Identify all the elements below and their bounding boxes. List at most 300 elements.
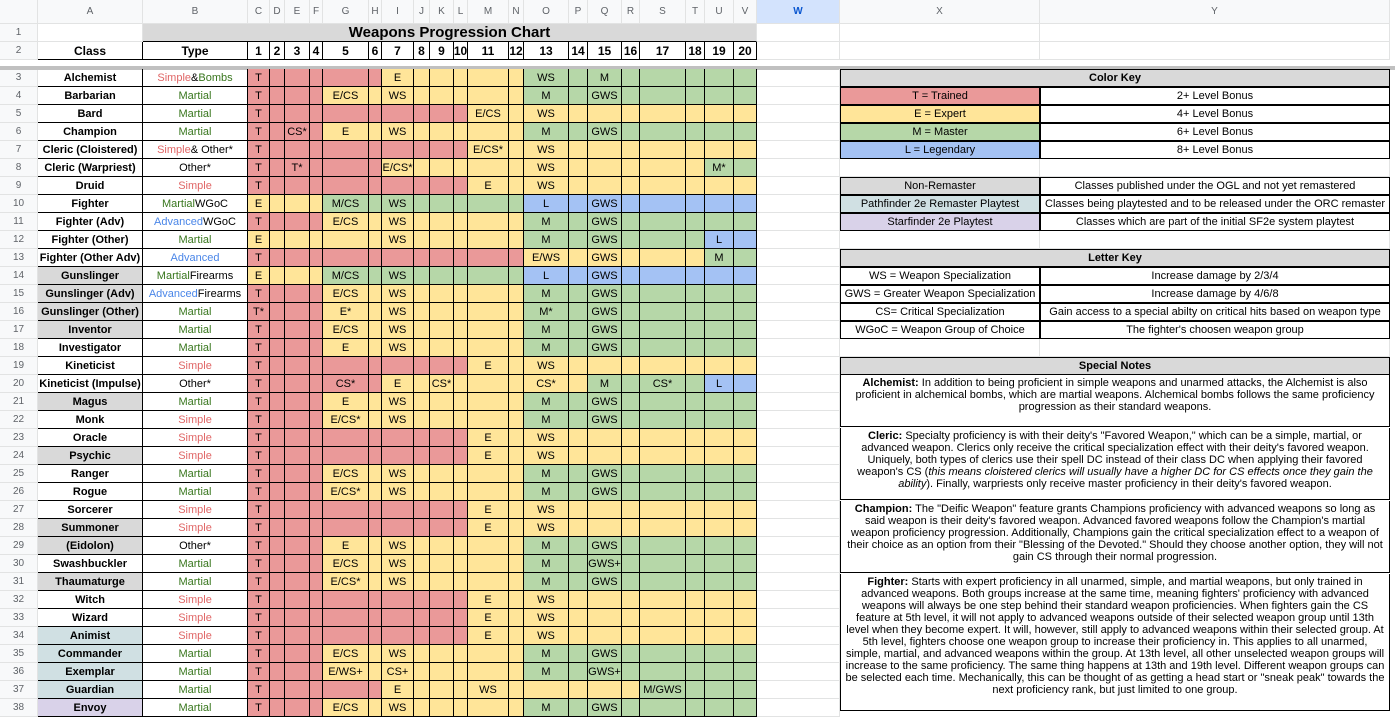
level-cell[interactable] — [310, 303, 323, 321]
level-cell[interactable] — [270, 357, 285, 375]
level-cell[interactable] — [569, 609, 588, 627]
level-cell[interactable] — [734, 393, 757, 411]
level-cell[interactable]: T — [248, 429, 270, 447]
level-cell[interactable] — [569, 249, 588, 267]
cell-w18[interactable] — [757, 339, 840, 357]
level-cell[interactable]: M/GWS — [640, 681, 686, 699]
level-cell[interactable] — [270, 87, 285, 105]
level-cell[interactable] — [622, 645, 640, 663]
cell-w29[interactable] — [757, 537, 840, 555]
level-header-11[interactable]: 11 — [468, 42, 509, 60]
level-cell[interactable] — [569, 429, 588, 447]
level-cell[interactable]: E — [468, 591, 509, 609]
level-cell[interactable] — [414, 249, 430, 267]
level-cell[interactable] — [622, 411, 640, 429]
level-cell[interactable] — [569, 447, 588, 465]
level-cell[interactable]: WS — [382, 645, 414, 663]
level-cell[interactable] — [454, 483, 468, 501]
level-cell[interactable] — [369, 375, 382, 393]
level-cell[interactable] — [569, 213, 588, 231]
level-cell[interactable] — [622, 699, 640, 717]
column-header-h[interactable]: H — [369, 0, 382, 24]
level-cell[interactable] — [310, 663, 323, 681]
level-cell[interactable] — [686, 375, 705, 393]
level-cell[interactable]: E/CS — [323, 465, 369, 483]
cell-w2[interactable] — [757, 42, 840, 60]
level-cell[interactable] — [310, 555, 323, 573]
level-cell[interactable] — [285, 87, 310, 105]
level-cell[interactable] — [734, 501, 757, 519]
level-cell[interactable] — [310, 591, 323, 609]
level-cell[interactable]: E/CS — [323, 699, 369, 717]
cell-w30[interactable] — [757, 555, 840, 573]
level-cell[interactable] — [369, 609, 382, 627]
level-cell[interactable] — [622, 573, 640, 591]
level-cell[interactable] — [454, 501, 468, 519]
type-cell-witch[interactable] — [143, 591, 248, 609]
level-cell[interactable] — [285, 483, 310, 501]
column-header-s[interactable]: S — [640, 0, 686, 24]
level-cell[interactable] — [369, 681, 382, 699]
level-cell[interactable] — [640, 609, 686, 627]
level-header-5[interactable]: 5 — [323, 42, 369, 60]
level-cell[interactable] — [430, 429, 454, 447]
level-header-20[interactable]: 20 — [734, 42, 757, 60]
level-cell[interactable] — [569, 465, 588, 483]
level-cell[interactable]: GWS — [588, 411, 622, 429]
level-cell[interactable]: T — [248, 627, 270, 645]
column-header-t[interactable]: T — [686, 0, 705, 24]
level-cell[interactable]: WS — [524, 429, 569, 447]
color-key-title[interactable]: Color Key — [840, 69, 1390, 87]
level-cell[interactable]: GWS — [588, 123, 622, 141]
level-cell[interactable] — [285, 555, 310, 573]
level-cell[interactable]: GWS — [588, 87, 622, 105]
level-cell[interactable] — [454, 123, 468, 141]
champion-note[interactable] — [840, 501, 1390, 573]
level-cell[interactable] — [430, 357, 454, 375]
level-cell[interactable]: E — [248, 231, 270, 249]
level-cell[interactable] — [640, 141, 686, 159]
level-cell[interactable]: GWS — [588, 321, 622, 339]
level-cell[interactable] — [454, 213, 468, 231]
level-cell[interactable] — [454, 231, 468, 249]
level-cell[interactable] — [640, 231, 686, 249]
level-cell[interactable] — [509, 303, 524, 321]
level-cell[interactable] — [686, 231, 705, 249]
level-cell[interactable] — [270, 609, 285, 627]
class-group-label[interactable]: Starfinder 2e Playtest — [840, 213, 1040, 231]
level-cell[interactable] — [270, 591, 285, 609]
level-cell[interactable] — [369, 591, 382, 609]
level-cell[interactable] — [414, 447, 430, 465]
level-cell[interactable] — [509, 573, 524, 591]
level-cell[interactable] — [310, 195, 323, 213]
type-cell-barbarian[interactable] — [143, 87, 248, 105]
level-cell[interactable] — [270, 573, 285, 591]
level-cell[interactable] — [270, 231, 285, 249]
level-cell[interactable] — [369, 303, 382, 321]
level-cell[interactable]: E/CS* — [382, 159, 414, 177]
level-cell[interactable] — [414, 213, 430, 231]
level-cell[interactable] — [686, 573, 705, 591]
level-cell[interactable] — [323, 141, 369, 159]
level-cell[interactable] — [270, 375, 285, 393]
level-cell[interactable] — [323, 519, 369, 537]
level-cell[interactable] — [323, 591, 369, 609]
cell-w1[interactable] — [757, 24, 840, 42]
cell-w23[interactable] — [757, 429, 840, 447]
level-header-18[interactable]: 18 — [686, 42, 705, 60]
level-cell[interactable] — [310, 141, 323, 159]
level-cell[interactable] — [734, 231, 757, 249]
level-cell[interactable] — [734, 447, 757, 465]
cell-x12[interactable] — [840, 231, 1040, 249]
level-cell[interactable]: WS — [382, 393, 414, 411]
row-header-33[interactable]: 33 — [0, 609, 38, 627]
level-cell[interactable] — [369, 645, 382, 663]
level-cell[interactable] — [270, 213, 285, 231]
level-cell[interactable] — [509, 501, 524, 519]
level-cell[interactable] — [622, 375, 640, 393]
level-cell[interactable] — [734, 159, 757, 177]
level-cell[interactable] — [285, 411, 310, 429]
level-cell[interactable] — [686, 627, 705, 645]
level-cell[interactable] — [622, 429, 640, 447]
level-cell[interactable] — [285, 267, 310, 285]
cell-w16[interactable] — [757, 303, 840, 321]
level-cell[interactable] — [686, 177, 705, 195]
class-cell-barbarian[interactable]: Barbarian — [38, 87, 143, 105]
class-cell-gunslinger-other[interactable]: Gunslinger (Other) — [38, 303, 143, 321]
level-cell[interactable]: WS — [382, 267, 414, 285]
level-cell[interactable] — [430, 699, 454, 717]
level-cell[interactable] — [640, 87, 686, 105]
level-cell[interactable] — [686, 609, 705, 627]
type-cell-commander[interactable] — [143, 645, 248, 663]
level-cell[interactable] — [414, 645, 430, 663]
level-cell[interactable] — [622, 267, 640, 285]
level-cell[interactable] — [270, 267, 285, 285]
level-cell[interactable]: E/CS — [323, 555, 369, 573]
level-header-9[interactable]: 9 — [430, 42, 454, 60]
level-cell[interactable] — [622, 213, 640, 231]
level-cell[interactable] — [430, 465, 454, 483]
level-cell[interactable]: E/CS — [323, 285, 369, 303]
level-cell[interactable] — [285, 321, 310, 339]
level-cell[interactable] — [705, 213, 734, 231]
level-cell[interactable] — [285, 609, 310, 627]
level-cell[interactable]: M — [524, 393, 569, 411]
level-cell[interactable] — [468, 537, 509, 555]
column-header-n[interactable]: N — [509, 0, 524, 24]
level-cell[interactable]: L — [524, 267, 569, 285]
level-cell[interactable]: T — [248, 483, 270, 501]
class-cell-eidolon[interactable]: (Eidolon) — [38, 537, 143, 555]
level-cell[interactable]: WS — [382, 321, 414, 339]
level-cell[interactable] — [414, 537, 430, 555]
level-cell[interactable] — [270, 483, 285, 501]
level-cell[interactable] — [270, 555, 285, 573]
column-header-l[interactable]: L — [454, 0, 468, 24]
class-cell-investigator[interactable]: Investigator — [38, 339, 143, 357]
level-cell[interactable] — [310, 321, 323, 339]
level-cell[interactable]: GWS — [588, 249, 622, 267]
level-cell[interactable] — [705, 357, 734, 375]
level-cell[interactable] — [622, 591, 640, 609]
level-cell[interactable] — [454, 591, 468, 609]
level-cell[interactable] — [569, 699, 588, 717]
level-cell[interactable]: M/CS — [323, 195, 369, 213]
level-cell[interactable] — [369, 213, 382, 231]
level-cell[interactable] — [622, 195, 640, 213]
level-cell[interactable] — [705, 627, 734, 645]
level-cell[interactable]: E/CS — [323, 213, 369, 231]
level-cell[interactable] — [622, 501, 640, 519]
level-cell[interactable]: T — [248, 393, 270, 411]
level-cell[interactable] — [640, 411, 686, 429]
level-cell[interactable] — [414, 519, 430, 537]
level-cell[interactable] — [569, 177, 588, 195]
level-cell[interactable]: M — [524, 285, 569, 303]
level-cell[interactable] — [569, 357, 588, 375]
level-cell[interactable] — [310, 609, 323, 627]
level-cell[interactable]: T — [248, 213, 270, 231]
level-cell[interactable] — [686, 447, 705, 465]
level-cell[interactable]: WS — [382, 213, 414, 231]
level-cell[interactable] — [569, 591, 588, 609]
level-cell[interactable] — [686, 501, 705, 519]
level-cell[interactable] — [686, 69, 705, 87]
class-group-label[interactable]: Non-Remaster — [840, 177, 1040, 195]
cell-w14[interactable] — [757, 267, 840, 285]
level-cell[interactable] — [285, 375, 310, 393]
level-cell[interactable]: WS — [382, 555, 414, 573]
level-cell[interactable] — [285, 303, 310, 321]
type-cell-cleric-cloistered[interactable] — [143, 141, 248, 159]
color-key-desc[interactable]: 8+ Level Bonus — [1040, 141, 1390, 159]
level-cell[interactable] — [640, 663, 686, 681]
letter-key-label[interactable]: WGoC = Weapon Group of Choice — [840, 321, 1040, 339]
row-header-18[interactable]: 18 — [0, 339, 38, 357]
row-header-15[interactable]: 15 — [0, 285, 38, 303]
level-cell[interactable]: WS — [524, 609, 569, 627]
row-header-35[interactable]: 35 — [0, 645, 38, 663]
level-cell[interactable] — [310, 699, 323, 717]
level-cell[interactable] — [414, 321, 430, 339]
level-cell[interactable] — [640, 483, 686, 501]
column-header-y[interactable]: Y — [1040, 0, 1390, 24]
level-cell[interactable]: GWS — [588, 699, 622, 717]
level-cell[interactable] — [588, 177, 622, 195]
level-cell[interactable]: M — [524, 213, 569, 231]
level-cell[interactable] — [569, 69, 588, 87]
level-cell[interactable] — [622, 231, 640, 249]
row-header-32[interactable]: 32 — [0, 591, 38, 609]
level-cell[interactable]: E/CS — [323, 321, 369, 339]
level-cell[interactable] — [686, 681, 705, 699]
level-cell[interactable]: M — [524, 87, 569, 105]
level-cell[interactable] — [705, 591, 734, 609]
level-cell[interactable] — [734, 105, 757, 123]
level-cell[interactable] — [705, 177, 734, 195]
column-header-c[interactable]: C — [248, 0, 270, 24]
level-cell[interactable] — [369, 537, 382, 555]
level-cell[interactable] — [369, 267, 382, 285]
level-cell[interactable] — [705, 285, 734, 303]
level-cell[interactable] — [640, 105, 686, 123]
level-cell[interactable] — [686, 87, 705, 105]
level-cell[interactable] — [430, 159, 454, 177]
level-cell[interactable] — [414, 285, 430, 303]
type-header[interactable]: Type — [143, 42, 248, 60]
class-cell-fighter-other[interactable]: Fighter (Other) — [38, 231, 143, 249]
class-cell-psychic[interactable]: Psychic — [38, 447, 143, 465]
cell-w3[interactable] — [757, 69, 840, 87]
level-cell[interactable] — [454, 465, 468, 483]
level-cell[interactable]: M — [524, 411, 569, 429]
level-cell[interactable] — [270, 465, 285, 483]
level-cell[interactable] — [414, 681, 430, 699]
level-cell[interactable] — [509, 87, 524, 105]
level-cell[interactable] — [734, 303, 757, 321]
level-cell[interactable]: T — [248, 123, 270, 141]
level-cell[interactable] — [622, 303, 640, 321]
level-cell[interactable] — [509, 609, 524, 627]
level-cell[interactable] — [369, 429, 382, 447]
level-cell[interactable]: E — [468, 609, 509, 627]
level-cell[interactable] — [430, 69, 454, 87]
level-cell[interactable]: CS* — [640, 375, 686, 393]
class-cell-summoner[interactable]: Summoner — [38, 519, 143, 537]
level-cell[interactable] — [270, 285, 285, 303]
level-cell[interactable] — [430, 231, 454, 249]
level-cell[interactable]: E — [248, 267, 270, 285]
level-cell[interactable] — [734, 465, 757, 483]
level-cell[interactable]: GWS — [588, 339, 622, 357]
cell-w26[interactable] — [757, 483, 840, 501]
level-cell[interactable] — [454, 537, 468, 555]
level-cell[interactable] — [270, 123, 285, 141]
class-cell-inventor[interactable]: Inventor — [38, 321, 143, 339]
level-cell[interactable] — [640, 645, 686, 663]
class-cell-commander[interactable]: Commander — [38, 645, 143, 663]
level-cell[interactable] — [640, 303, 686, 321]
level-cell[interactable]: WS — [524, 519, 569, 537]
level-cell[interactable] — [285, 627, 310, 645]
level-cell[interactable] — [285, 519, 310, 537]
level-cell[interactable] — [705, 303, 734, 321]
level-cell[interactable]: T — [248, 681, 270, 699]
level-cell[interactable]: GWS — [588, 267, 622, 285]
level-cell[interactable] — [640, 447, 686, 465]
row-header-11[interactable]: 11 — [0, 213, 38, 231]
cell-w22[interactable] — [757, 411, 840, 429]
level-cell[interactable] — [414, 501, 430, 519]
level-cell[interactable] — [285, 231, 310, 249]
class-header[interactable]: Class — [38, 42, 143, 60]
level-cell[interactable]: M — [588, 69, 622, 87]
level-cell[interactable] — [310, 159, 323, 177]
level-cell[interactable] — [468, 375, 509, 393]
level-cell[interactable]: M — [524, 645, 569, 663]
level-cell[interactable] — [705, 537, 734, 555]
column-header-o[interactable]: O — [524, 0, 569, 24]
level-cell[interactable] — [369, 699, 382, 717]
level-cell[interactable] — [468, 267, 509, 285]
level-cell[interactable] — [454, 69, 468, 87]
class-cell-cleric-warpriest[interactable]: Cleric (Warpriest) — [38, 159, 143, 177]
level-cell[interactable] — [734, 411, 757, 429]
class-cell-witch[interactable]: Witch — [38, 591, 143, 609]
level-cell[interactable]: T — [248, 321, 270, 339]
level-cell[interactable] — [369, 555, 382, 573]
level-cell[interactable] — [622, 393, 640, 411]
level-cell[interactable]: GWS — [588, 231, 622, 249]
level-cell[interactable] — [382, 627, 414, 645]
level-cell[interactable] — [640, 177, 686, 195]
level-cell[interactable] — [588, 681, 622, 699]
level-cell[interactable] — [569, 627, 588, 645]
level-cell[interactable] — [569, 483, 588, 501]
column-header-e[interactable]: E — [285, 0, 310, 24]
level-cell[interactable] — [588, 357, 622, 375]
level-cell[interactable] — [640, 627, 686, 645]
level-cell[interactable]: GWS — [588, 393, 622, 411]
level-cell[interactable] — [640, 429, 686, 447]
level-cell[interactable] — [468, 465, 509, 483]
level-cell[interactable] — [414, 411, 430, 429]
level-cell[interactable] — [686, 357, 705, 375]
level-cell[interactable] — [509, 69, 524, 87]
level-cell[interactable] — [686, 321, 705, 339]
level-cell[interactable]: M — [524, 123, 569, 141]
level-cell[interactable] — [569, 537, 588, 555]
class-cell-rogue[interactable]: Rogue — [38, 483, 143, 501]
level-cell[interactable] — [369, 321, 382, 339]
level-cell[interactable] — [454, 87, 468, 105]
level-cell[interactable] — [382, 249, 414, 267]
row-header-13[interactable]: 13 — [0, 249, 38, 267]
type-cell-fighter-adv[interactable] — [143, 213, 248, 231]
level-cell[interactable] — [734, 699, 757, 717]
column-header-r[interactable]: R — [622, 0, 640, 24]
level-cell[interactable] — [622, 123, 640, 141]
row-header-7[interactable]: 7 — [0, 141, 38, 159]
level-cell[interactable]: E — [248, 195, 270, 213]
type-cell-inventor[interactable] — [143, 321, 248, 339]
type-cell-kineticist[interactable] — [143, 357, 248, 375]
level-cell[interactable] — [640, 519, 686, 537]
level-cell[interactable] — [468, 321, 509, 339]
level-cell[interactable] — [454, 105, 468, 123]
level-cell[interactable] — [285, 447, 310, 465]
level-cell[interactable]: WS — [382, 303, 414, 321]
level-cell[interactable]: WS — [524, 627, 569, 645]
class-group-desc[interactable]: Classes published under the OGL and not yet remastered — [1040, 177, 1390, 195]
level-cell[interactable] — [414, 159, 430, 177]
level-cell[interactable] — [705, 645, 734, 663]
level-header-7[interactable]: 7 — [382, 42, 414, 60]
level-cell[interactable] — [622, 447, 640, 465]
level-cell[interactable] — [705, 321, 734, 339]
level-cell[interactable] — [569, 411, 588, 429]
level-cell[interactable]: T — [248, 519, 270, 537]
level-cell[interactable]: T — [248, 645, 270, 663]
level-cell[interactable] — [310, 213, 323, 231]
level-cell[interactable] — [285, 681, 310, 699]
level-cell[interactable]: T — [248, 249, 270, 267]
